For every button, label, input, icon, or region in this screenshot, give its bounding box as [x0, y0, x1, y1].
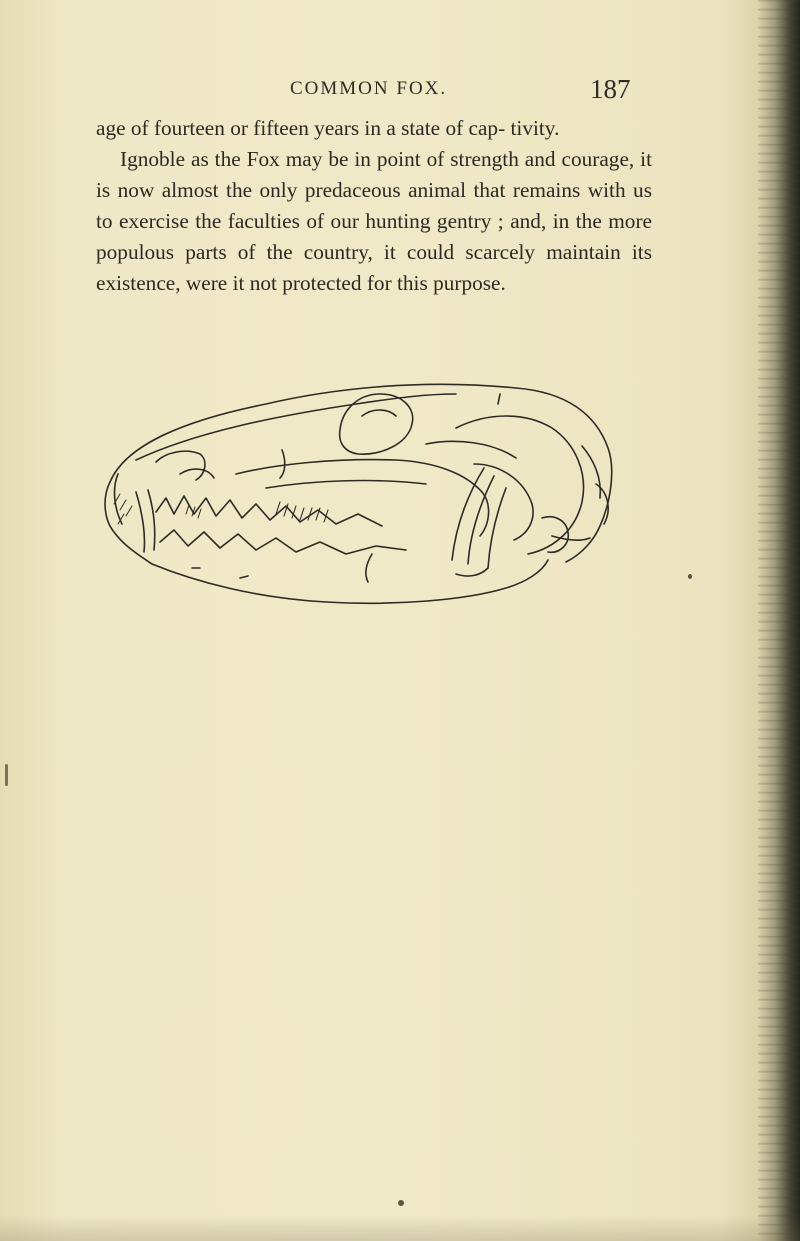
mandible-ramus [452, 468, 484, 560]
lower-teeth [160, 530, 406, 554]
snout-front [105, 482, 152, 564]
paragraph-continuation: age of fourteen or fifteen years in a state of cap- tivity. [96, 116, 560, 140]
canine-tooth [136, 492, 145, 552]
zygomatic-arch [236, 460, 489, 536]
book-spine-edge [758, 0, 800, 1241]
orbit [340, 394, 413, 454]
ink-speck [688, 574, 692, 579]
ink-speck [398, 1200, 404, 1206]
paragraph-fox: Ignoble as the Fox may be in point of strength and courage, it is now almost the only predaceous animal that remains with us to exercise the faculties of our hunting gentry ; and, in the more populous parts of the country, it could scarcely maintain its existence, were it not protected for this purpose. [96, 147, 652, 295]
running-title: COMMON FOX. [290, 78, 448, 99]
page-number: 187 [590, 74, 631, 104]
upper-teeth [156, 496, 382, 526]
skull-top-outline [110, 384, 612, 562]
ink-speck [5, 764, 8, 786]
fox-skull-figure [96, 364, 636, 610]
page-bottom-edge [0, 1215, 800, 1241]
body-text [96, 113, 652, 299]
running-head [0, 74, 800, 108]
